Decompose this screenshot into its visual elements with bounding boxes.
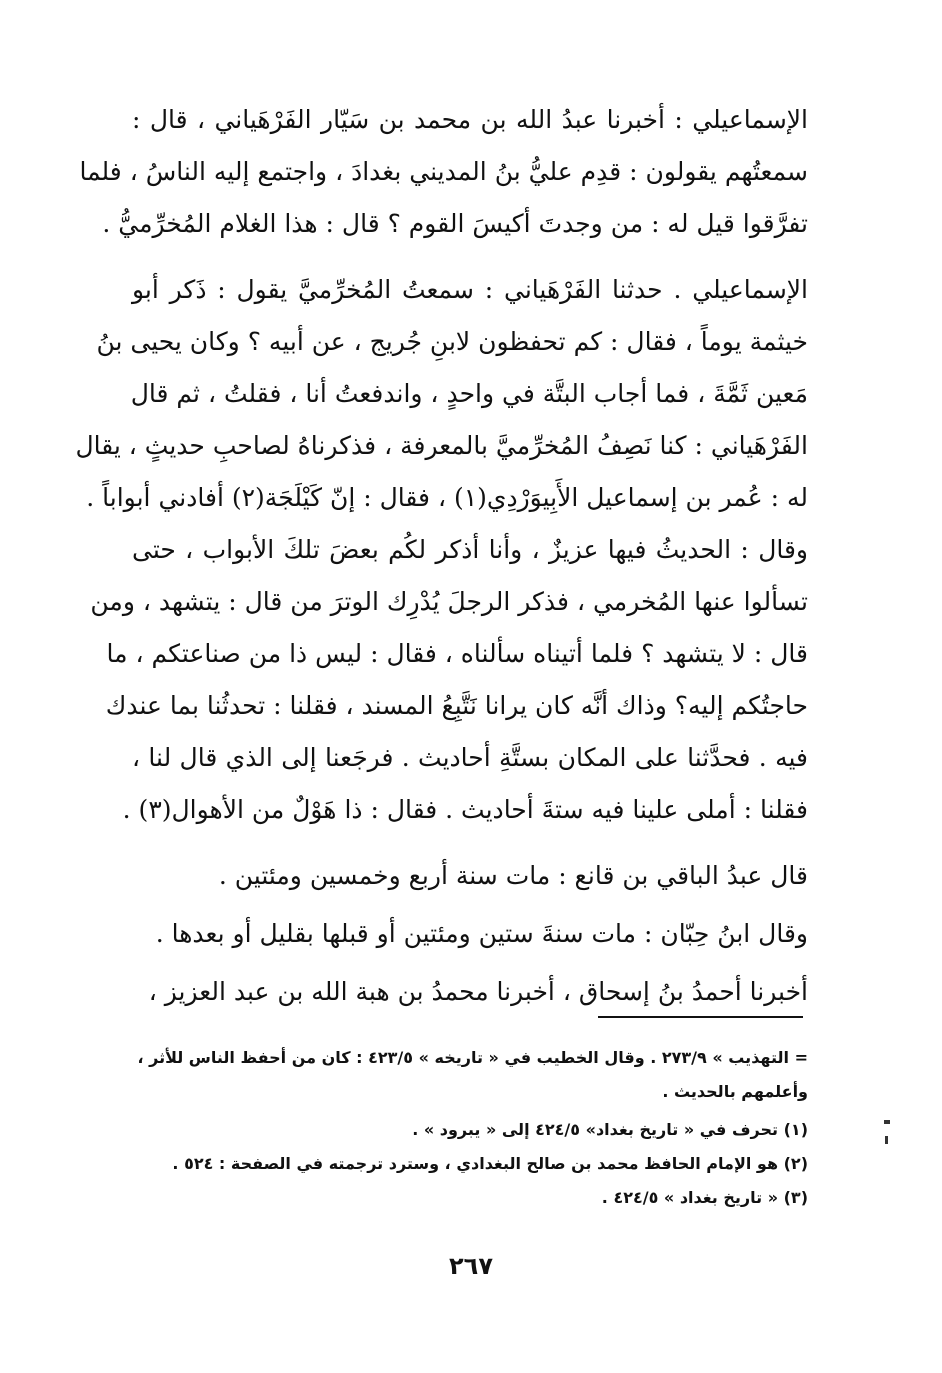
body-line: فيه . فحدَّثنا على المكان بستَّةِ أحاديث . فرجَعنا إلى الذي قال لنا ،	[132, 743, 808, 772]
footnote-line: = التهذيب » ٢٧٣/٩ . وقال الخطيب في « تاريخه » ٤٢٣/٥ : كان من أحفظ الناس للأثر ،	[137, 1048, 808, 1067]
body-line: فقلنا : أملى علينا فيه ستةَ أحاديث . فقال : ذا هَوْلٌ من الأهوال(٣) .	[122, 795, 808, 824]
body-line: الفَرْهَياني : كنا نَصِفُ المُخرِّميَّ بالمعرفة ، فذكرناهُ لصاحبِ حديثٍ ، يقال	[75, 431, 808, 460]
footnote-line: (٣) « تاريخ بغداد » ٤٢٤/٥ .	[601, 1188, 808, 1207]
body-line: الإسماعيلي : أخبرنا عبدُ الله بن محمد بن سَيّار الفَرْهَياني ، قال :	[132, 105, 808, 134]
footnote-line: (١) تحرف في « تاريخ بغداد» ٤٢٤/٥ إلى « يبرود » .	[412, 1120, 808, 1139]
footnote-line: وأعلمهم بالحديث .	[662, 1082, 808, 1101]
body-line: خيثمة يوماً ، فقال : كم تحفظون لابنِ جُريج ، عن أبيه ؟ وكان يحيى بنُ	[96, 327, 808, 356]
body-line: قال عبدُ الباقي بن قانع : مات سنة أربع وخمسين ومئتين .	[218, 861, 808, 890]
scan-mark	[884, 1120, 890, 1124]
body-line: حاجتُكم إليه؟ وذاك أنَّه كان يرانا نَتَّبِعُ المسند ، فقلنا : تحدثُنا بما عندك	[105, 691, 808, 720]
body-line: له : عُمر بن إسماعيل الأَبِيوَرْدِي(١) ، فقال : إنّ كَيْلَجَة(٢) أفادني أبواباً .	[86, 483, 808, 512]
body-line: تفرَّقوا قيل له : من وجدتَ أكيسَ القوم ؟ قال : هذا الغلام المُخرِّميُّ .	[102, 209, 808, 238]
page-number: ٢٦٧	[449, 1252, 493, 1280]
body-line: وقال : الحديثُ فيها عزيزٌ ، وأنا أذكر لكُم بعضَ تلكَ الأبواب ، حتى	[132, 535, 808, 564]
body-line: مَعين ثَمَّةَ ، فما أجاب البتَّة في واحدٍ ، واندفعتُ أنا ، فقلتُ ، ثم قال	[130, 379, 808, 408]
body-line: سمعتُهم يقولون : قدِم عليُّ بنُ المديني بغدادَ ، واجتمع إليه الناسُ ، فلما	[79, 157, 808, 186]
footnote-separator	[598, 1016, 803, 1018]
body-line: الإسماعيلي . حدثنا الفَرْهَياني : سمعتُ المُخرِّميَّ يقول : ذَكر أبو	[132, 275, 808, 304]
body-line: وقال ابنُ حِبّان : مات سنةَ ستين ومئتين أو قبلها بقليل أو بعدها .	[155, 919, 808, 948]
footnote-line: (٢) هو الإمام الحافظ محمد بن صالح البغدادي ، وسترد ترجمته في الصفحة : ٥٢٤ .	[172, 1154, 808, 1173]
body-line: قال : لا يتشهد ؟ فلما أتيناه سألناه ، فقال : ليس ذا من صناعتكم ، ما	[106, 639, 808, 668]
body-line: تسألوا عنها المُخرمي ، فذكر الرجلَ يُدْرِك الوترَ من قال : يتشهد ، ومن	[90, 587, 808, 616]
scan-mark	[885, 1136, 888, 1144]
body-line: أخبرنا أحمدُ بنُ إسحاق ، أخبرنا محمدُ بن هبة الله بن عبد العزيز ،	[148, 977, 808, 1006]
